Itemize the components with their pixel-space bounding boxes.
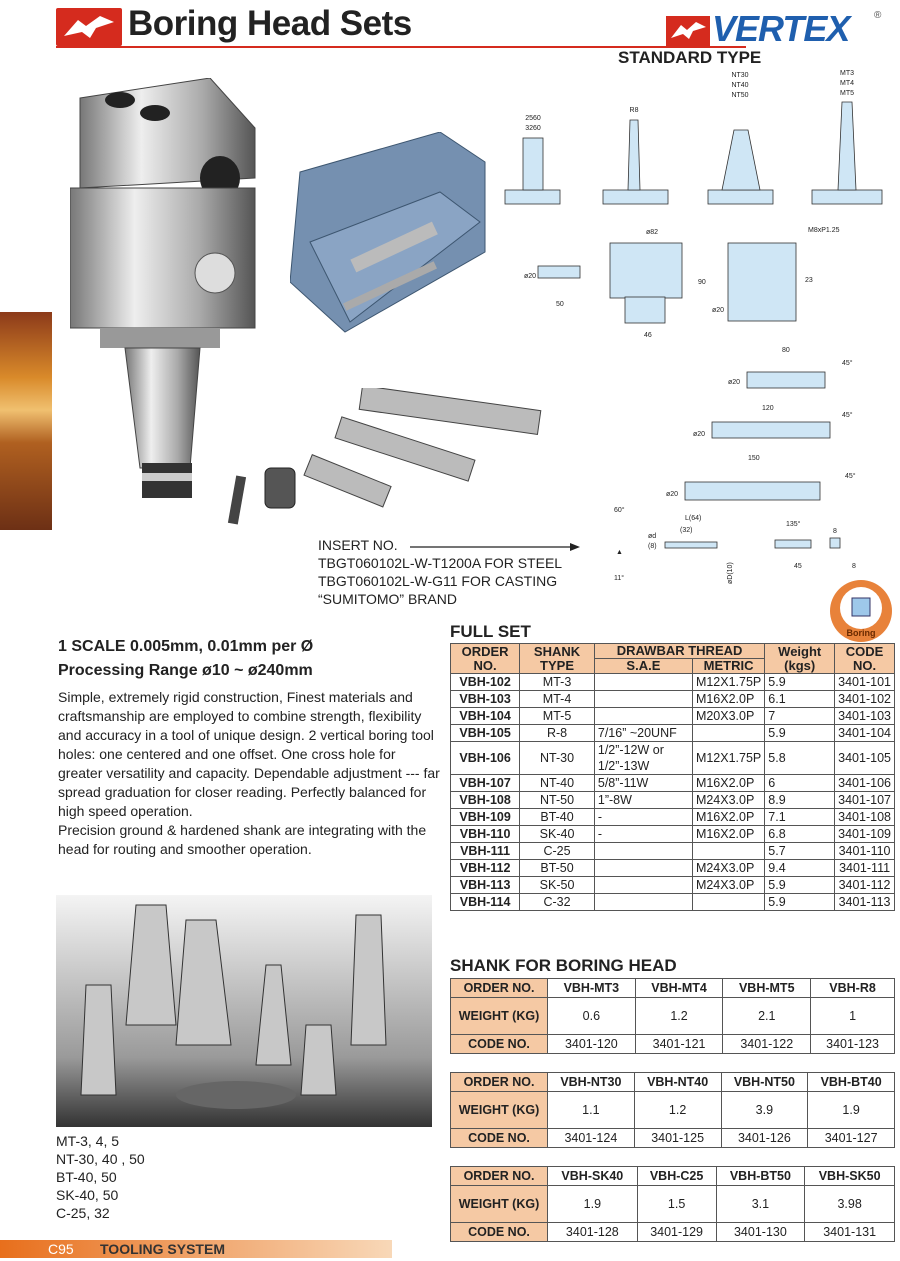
cell-shank: BT-40 <box>520 809 595 826</box>
side-tool-photo <box>0 312 52 530</box>
cell-sae: 7/16” ~20UNF <box>594 725 692 742</box>
table-row <box>451 1092 895 1129</box>
cell-shank: NT-40 <box>520 775 595 792</box>
cell-order: VBH-MT5 <box>723 979 811 998</box>
col-shank: SHANK TYPE <box>520 644 595 674</box>
row-label-code: CODE NO. <box>451 1129 548 1148</box>
cell-order: VBH-BT50 <box>716 1167 805 1186</box>
shank-table <box>450 1072 895 1148</box>
dim-label: 80 <box>782 347 790 354</box>
range-spec: Processing Range ø10 ~ ø240mm <box>58 662 313 679</box>
full-set-title: FULL SET <box>450 622 531 641</box>
cell-sae: - <box>594 826 692 843</box>
cell-code: 3401-123 <box>811 1035 895 1054</box>
cell-metric: M16X2.0P <box>692 775 764 792</box>
table-row <box>451 979 895 998</box>
cell-sae <box>594 894 692 911</box>
dim-label: MT4 <box>840 80 854 87</box>
dim-label: 46 <box>644 332 652 339</box>
cell-order: VBH-112 <box>451 860 520 877</box>
brand-eagle-icon <box>666 16 710 46</box>
cell-code: 3401-131 <box>805 1223 895 1242</box>
boring-badge-icon <box>828 578 894 644</box>
row-label-order: ORDER NO. <box>451 1073 548 1092</box>
cell-sae <box>594 708 692 725</box>
table-row <box>451 877 895 894</box>
cell-sae: 5/8”-11W <box>594 775 692 792</box>
dim-label: 45° <box>842 412 853 419</box>
cell-metric: M24X3.0P <box>692 792 764 809</box>
dim-label: 45° <box>845 473 856 480</box>
cell-order: VBH-NT30 <box>548 1073 635 1092</box>
cell-weight: 3.9 <box>721 1092 808 1129</box>
cell-weight: 7 <box>765 708 835 725</box>
cell-order: VBH-SK50 <box>805 1167 895 1186</box>
cell-sae <box>594 691 692 708</box>
description-paragraph: Simple, extremely rigid construction, Finest materials and craftsmanship are employed to combine strength, flexibility and accuracy in a tool of unique design. 2 vertical boring tool holes: one centered and one offset. One cross hole for greater versatility and capacity. Dependable adjustment --- far spread graduation for closer reading. Perfectly balanced for high speed operation. <box>58 689 440 819</box>
cell-code: 3401-128 <box>548 1223 638 1242</box>
table-row <box>451 775 895 792</box>
col-order: ORDER NO. <box>451 644 520 674</box>
insert-line: TBGT060102L-W-T1200A FOR STEEL <box>318 555 563 571</box>
table-row <box>451 725 895 742</box>
cell-weight: 5.7 <box>765 843 835 860</box>
description <box>58 688 442 859</box>
shank-table <box>450 1166 895 1242</box>
table-row <box>451 674 895 691</box>
cell-weight: 2.1 <box>723 998 811 1035</box>
dim-label: øD(10) <box>727 562 734 584</box>
cell-sae: 1/2”-12W or 1/2”-13W <box>594 742 692 775</box>
cell-code: 3401-122 <box>723 1035 811 1054</box>
cell-weight: 1.9 <box>548 1186 638 1223</box>
table-row <box>451 894 895 911</box>
dim-label: 3260 <box>525 125 541 132</box>
dim-label: ø20 <box>712 307 725 314</box>
table-row <box>451 1035 895 1054</box>
cell-weight: 6 <box>765 775 835 792</box>
dim-label: NT30 <box>731 72 749 79</box>
cell-code: 3401-109 <box>835 826 895 843</box>
shank-section-title: SHANK FOR BORING HEAD <box>450 956 677 975</box>
dim-label: (32) <box>680 527 693 534</box>
technical-drawings <box>500 60 900 600</box>
cell-order: VBH-BT40 <box>808 1073 895 1092</box>
dim-label: 90 <box>698 279 706 286</box>
cell-order: VBH-113 <box>451 877 520 894</box>
cell-shank: MT-4 <box>520 691 595 708</box>
dim-label: ø20 <box>524 273 537 280</box>
dim-label: 150 <box>748 455 760 462</box>
cell-code: 3401-120 <box>548 1035 636 1054</box>
cell-metric: M16X2.0P <box>692 691 764 708</box>
cell-code: 3401-101 <box>835 674 895 691</box>
full-set-body <box>451 674 895 911</box>
description-paragraph: Precision ground & hardened shank are integrating with the head for routing and smoother operation. <box>58 822 427 857</box>
cell-code: 3401-107 <box>835 792 895 809</box>
cell-weight: 5.9 <box>765 725 835 742</box>
shank-table <box>450 978 895 1054</box>
cell-order: VBH-MT4 <box>635 979 723 998</box>
cell-order: VBH-110 <box>451 826 520 843</box>
cell-metric: M12X1.75P <box>692 674 764 691</box>
cell-code: 3401-121 <box>635 1035 723 1054</box>
row-label-weight: WEIGHT (KG) <box>451 1186 548 1223</box>
table-row <box>451 1223 895 1242</box>
dim-label: 45 <box>794 563 802 570</box>
shank-set-photo <box>56 895 432 1127</box>
cell-code: 3401-112 <box>835 877 895 894</box>
dim-label: 45° <box>842 360 853 367</box>
boring-set-case-photo <box>290 132 490 358</box>
cell-shank: MT-3 <box>520 674 595 691</box>
cell-shank: C-25 <box>520 843 595 860</box>
col-sae: S.A.E <box>594 659 692 674</box>
cell-weight: 1.2 <box>634 1092 721 1129</box>
cell-weight: 1 <box>811 998 895 1035</box>
row-label-code: CODE NO. <box>451 1223 548 1242</box>
cell-code: 3401-108 <box>835 809 895 826</box>
registered-mark: ® <box>874 10 882 21</box>
shank-list-item: BT-40, 50 <box>56 1169 117 1185</box>
dim-label: 8 <box>833 528 837 535</box>
cell-sae <box>594 860 692 877</box>
dim-label: ø20 <box>693 431 706 438</box>
col-drawbar: DRAWBAR THREAD <box>594 644 764 659</box>
cell-metric <box>692 843 764 860</box>
dim-label: MT3 <box>840 70 854 77</box>
col-metric: METRIC <box>692 659 764 674</box>
footer-label: TOOLING SYSTEM <box>100 1241 225 1257</box>
table-row <box>451 860 895 877</box>
cell-code: 3401-106 <box>835 775 895 792</box>
cell-metric <box>692 725 764 742</box>
table-row <box>451 708 895 725</box>
cell-sae <box>594 843 692 860</box>
cell-weight: 1.9 <box>808 1092 895 1129</box>
cell-weight: 0.6 <box>548 998 636 1035</box>
cell-code: 3401-130 <box>716 1223 805 1242</box>
dim-label: NT40 <box>731 82 749 89</box>
cell-order: VBH-106 <box>451 742 520 775</box>
cell-code: 3401-103 <box>835 708 895 725</box>
cell-shank: SK-50 <box>520 877 595 894</box>
cell-order: VBH-C25 <box>637 1167 716 1186</box>
cell-weight: 1.5 <box>637 1186 716 1223</box>
cell-metric: M20X3.0P <box>692 708 764 725</box>
cell-metric: M16X2.0P <box>692 809 764 826</box>
dim-label: 2560 <box>525 115 541 122</box>
cell-code: 3401-110 <box>835 843 895 860</box>
insert-line: TBGT060102L-W-G11 FOR CASTING <box>318 573 558 589</box>
cell-weight: 5.9 <box>765 894 835 911</box>
cell-code: 3401-104 <box>835 725 895 742</box>
cell-weight: 5.9 <box>765 674 835 691</box>
cell-weight: 1.1 <box>548 1092 635 1129</box>
cell-weight: 5.8 <box>765 742 835 775</box>
table-row <box>451 1129 895 1148</box>
dim-label: ø82 <box>646 229 659 236</box>
shank-list-item: MT-3, 4, 5 <box>56 1133 120 1149</box>
table-row <box>451 792 895 809</box>
dim-label: L(64) <box>685 515 702 522</box>
insert-line: “SUMITOMO” BRAND <box>318 591 457 607</box>
dim-label: R8 <box>629 107 639 114</box>
scale-spec: 1 SCALE 0.005mm, 0.01mm per Ø <box>58 638 314 655</box>
dim-label: 23 <box>805 277 813 284</box>
table-row <box>451 843 895 860</box>
row-label-weight: WEIGHT (KG) <box>451 998 548 1035</box>
cell-metric: M16X2.0P <box>692 826 764 843</box>
cell-metric: M24X3.0P <box>692 860 764 877</box>
table-row <box>451 1073 895 1092</box>
cell-shank: NT-50 <box>520 792 595 809</box>
page-number: C95 <box>48 1241 74 1257</box>
table-row <box>451 1167 895 1186</box>
cell-code: 3401-127 <box>808 1129 895 1148</box>
dim-label: 135° <box>786 521 801 528</box>
cell-order: VBH-102 <box>451 674 520 691</box>
cell-order: VBH-105 <box>451 725 520 742</box>
svg-text:Boring: Boring <box>846 628 876 638</box>
cell-code: 3401-129 <box>637 1223 716 1242</box>
brand-logo: VERTEX <box>712 8 850 49</box>
cell-code: 3401-113 <box>835 894 895 911</box>
cell-order: VBH-107 <box>451 775 520 792</box>
cell-sae: 1”-8W <box>594 792 692 809</box>
dim-label: 120 <box>762 405 774 412</box>
cell-order: VBH-104 <box>451 708 520 725</box>
cell-weight: 6.8 <box>765 826 835 843</box>
cell-code: 3401-111 <box>835 860 895 877</box>
cell-code: 3401-124 <box>548 1129 635 1148</box>
dim-label: MT5 <box>840 90 854 97</box>
cell-code: 3401-126 <box>721 1129 808 1148</box>
cell-order: VBH-MT3 <box>548 979 636 998</box>
table-row <box>451 809 895 826</box>
cell-order: VBH-109 <box>451 809 520 826</box>
insert-arrow-icon <box>410 541 582 553</box>
cell-shank: R-8 <box>520 725 595 742</box>
cell-order: VBH-SK40 <box>548 1167 638 1186</box>
row-label-order: ORDER NO. <box>451 1167 548 1186</box>
page-title: Boring Head Sets <box>128 4 412 43</box>
cell-weight: 3.98 <box>805 1186 895 1223</box>
cell-shank: MT-5 <box>520 708 595 725</box>
eagle-logo-icon <box>56 8 122 46</box>
cell-weight: 3.1 <box>716 1186 805 1223</box>
cell-shank: BT-50 <box>520 860 595 877</box>
row-label-weight: WEIGHT (KG) <box>451 1092 548 1129</box>
cell-shank: NT-30 <box>520 742 595 775</box>
table-row <box>451 691 895 708</box>
cell-order: VBH-NT40 <box>634 1073 721 1092</box>
cell-metric: M12X1.75P <box>692 742 764 775</box>
cell-weight: 7.1 <box>765 809 835 826</box>
shank-list-item: NT-30, 40 , 50 <box>56 1151 145 1167</box>
cell-weight: 1.2 <box>635 998 723 1035</box>
cell-order: VBH-R8 <box>811 979 895 998</box>
dim-label: ø20 <box>728 379 741 386</box>
dim-label: NT50 <box>731 92 749 99</box>
cell-sae <box>594 877 692 894</box>
cell-sae: - <box>594 809 692 826</box>
dim-label: ø20 <box>666 491 679 498</box>
table-row <box>451 742 895 775</box>
cell-sae <box>594 674 692 691</box>
standard-type-label: STANDARD TYPE <box>618 48 762 67</box>
table-row <box>451 1186 895 1223</box>
dim-label: (8) <box>648 543 657 550</box>
table-row <box>451 826 895 843</box>
insert-label: INSERT NO. <box>318 537 398 553</box>
dim-label: 11° <box>614 575 625 582</box>
dim-label: M8xP1.25 <box>808 227 840 234</box>
cell-shank: C-32 <box>520 894 595 911</box>
cell-code: 3401-105 <box>835 742 895 775</box>
shank-list-item: C-25, 32 <box>56 1205 110 1221</box>
cell-weight: 8.9 <box>765 792 835 809</box>
dim-label: 8 <box>852 563 856 570</box>
cell-metric: M24X3.0P <box>692 877 764 894</box>
cell-shank: SK-40 <box>520 826 595 843</box>
cell-metric <box>692 894 764 911</box>
row-label-code: CODE NO. <box>451 1035 548 1054</box>
cell-order: VBH-NT50 <box>721 1073 808 1092</box>
table-row <box>451 998 895 1035</box>
cell-code: 3401-102 <box>835 691 895 708</box>
cell-order: VBH-108 <box>451 792 520 809</box>
row-label-order: ORDER NO. <box>451 979 548 998</box>
col-weight: Weight (kgs) <box>765 644 835 674</box>
full-set-table <box>450 643 895 911</box>
dim-label: 50 <box>556 301 564 308</box>
dim-label: ▲ <box>616 549 623 556</box>
dim-label: ød <box>648 533 657 540</box>
cell-weight: 6.1 <box>765 691 835 708</box>
col-code: CODE NO. <box>835 644 895 674</box>
cell-weight: 9.4 <box>765 860 835 877</box>
cell-order: VBH-103 <box>451 691 520 708</box>
shank-list-item: SK-40, 50 <box>56 1187 119 1203</box>
cell-order: VBH-111 <box>451 843 520 860</box>
dim-label: 60° <box>614 507 625 514</box>
shank-type-list <box>56 1132 145 1222</box>
cell-weight: 5.9 <box>765 877 835 894</box>
cell-order: VBH-114 <box>451 894 520 911</box>
cell-code: 3401-125 <box>634 1129 721 1148</box>
